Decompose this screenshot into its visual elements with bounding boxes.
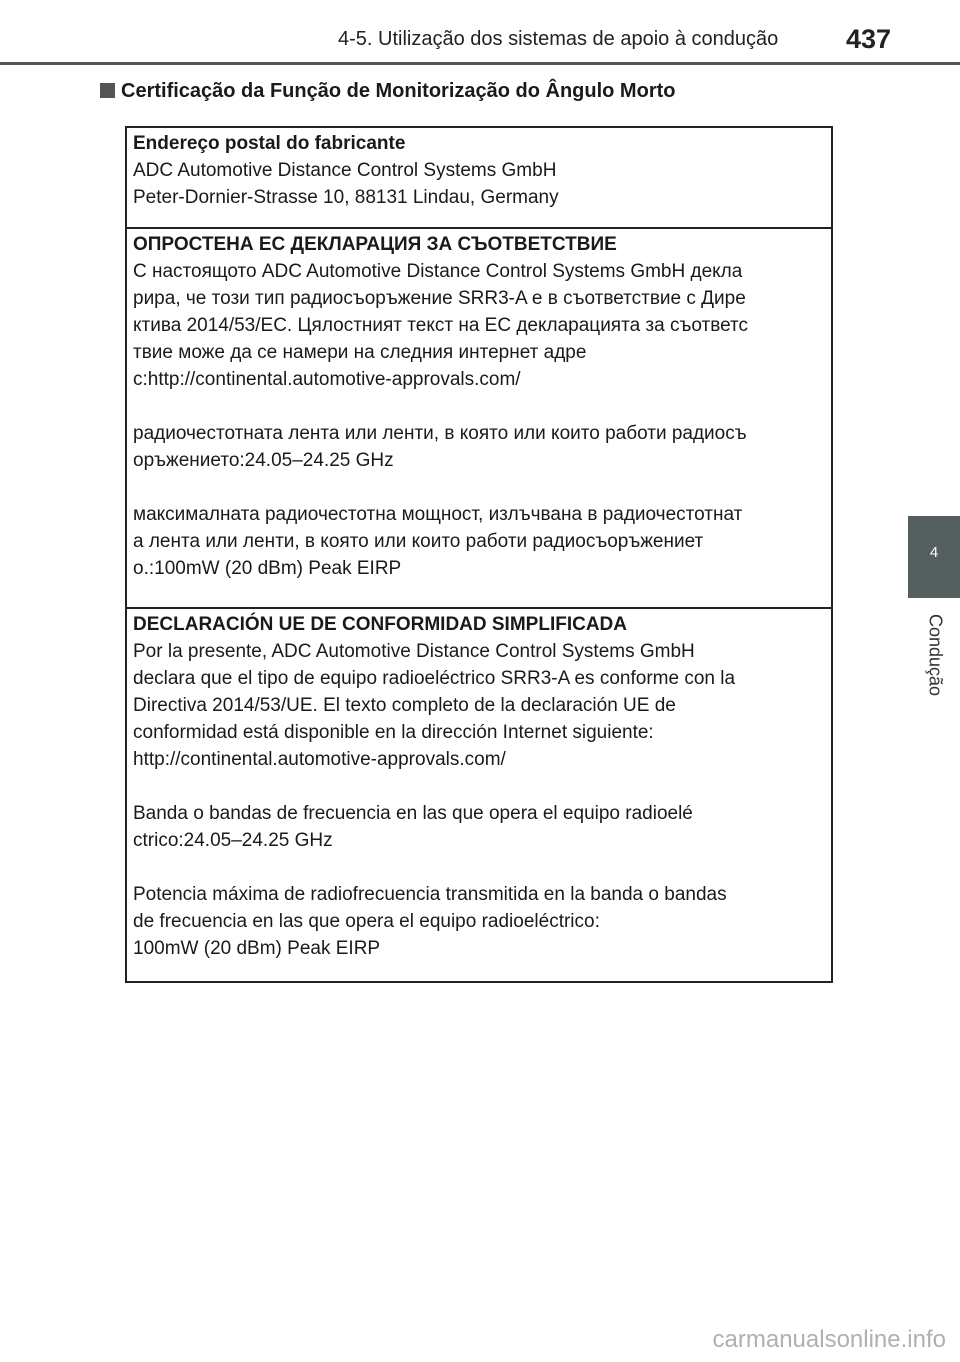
square-bullet-icon: [100, 83, 115, 98]
manufacturer-cell: [127, 126, 831, 227]
spanish-line: 100mW (20 dBm) Peak EIRP: [133, 938, 381, 959]
spanish-line: de frecuencia en las que opera el equipo radioeléctrico:: [133, 911, 600, 932]
bulgarian-line: твие може да се намери на следния интернет адре: [133, 342, 587, 363]
spanish-line: http://continental.automotive-approvals.com/: [133, 749, 506, 770]
bulgarian-line: с:http://continental.automotive-approvals.com/: [133, 369, 521, 390]
bulgarian-line: максималната радиочестотна мощност, излъчвана в радиочестотнат: [133, 504, 743, 525]
spanish-declaration-cell: [127, 607, 831, 981]
watermark-text: carmanualsonline.info: [712, 1326, 946, 1353]
section-heading-text: Certificação da Função de Monitorização do Ângulo Morto: [121, 80, 676, 102]
spanish-line: Por la presente, ADC Automotive Distance Control Systems GmbH: [133, 641, 695, 662]
declaration-table: [125, 126, 833, 983]
bulgarian-line: о.:100mW (20 dBm) Peak EIRP: [133, 558, 402, 579]
chapter-tab-number: 4: [929, 544, 939, 561]
bulgarian-line: ктива 2014/53/ЕС. Цялостният текст на ЕС декларацията за съответс: [133, 315, 749, 336]
manufacturer-line: ADC Automotive Distance Control Systems GmbH: [133, 160, 557, 181]
bulgarian-line: оръжението:24.05–24.25 GHz: [133, 450, 394, 471]
spanish-line: ctrico:24.05–24.25 GHz: [133, 830, 333, 851]
spanish-line: conformidad está disponible en la dirección Internet siguiente:: [133, 722, 654, 743]
page-number: 437: [846, 24, 892, 54]
chapter-tab-label: Condução: [925, 613, 946, 697]
bulgarian-line: С настоящото ADC Automotive Distance Control Systems GmbH декла: [133, 261, 743, 282]
bulgarian-line: рира, че този тип радиосъоръжение SRR3-A е в съответствие с Дире: [133, 288, 746, 309]
bulgarian-line: а лента или ленти, в която или които работи радиосъоръжениет: [133, 531, 704, 552]
spanish-title: DECLARACIÓN UE DE CONFORMIDAD SIMPLIFICADA: [133, 614, 627, 635]
spanish-line: Directiva 2014/53/UE. El texto completo de la declaración UE de: [133, 695, 676, 716]
header-title: 4-5. Utilização dos sistemas de apoio à condução: [338, 28, 779, 50]
header-rule: [0, 62, 960, 65]
spanish-line: Banda o bandas de frecuencia en las que opera el equipo radioelé: [133, 803, 693, 824]
manufacturer-title: Endereço postal do fabricante: [133, 133, 406, 154]
bulgarian-declaration-cell: [127, 227, 831, 607]
bulgarian-line: радиочестотната лента или ленти, в която или които работи радиосъ: [133, 423, 747, 444]
bulgarian-title: ОПРОСТЕНА ЕС ДЕКЛАРАЦИЯ ЗА СЪОТВЕТСТВИЕ: [133, 234, 617, 255]
spanish-line: Potencia máxima de radiofrecuencia transmitida en la banda o bandas: [133, 884, 727, 905]
spanish-line: declara que el tipo de equipo radioeléctrico SRR3-A es conforme con la: [133, 668, 736, 689]
section-heading: [100, 80, 675, 103]
chapter-tab: [908, 516, 960, 598]
manufacturer-line: Peter-Dornier-Strasse 10, 88131 Lindau, Germany: [133, 187, 559, 208]
